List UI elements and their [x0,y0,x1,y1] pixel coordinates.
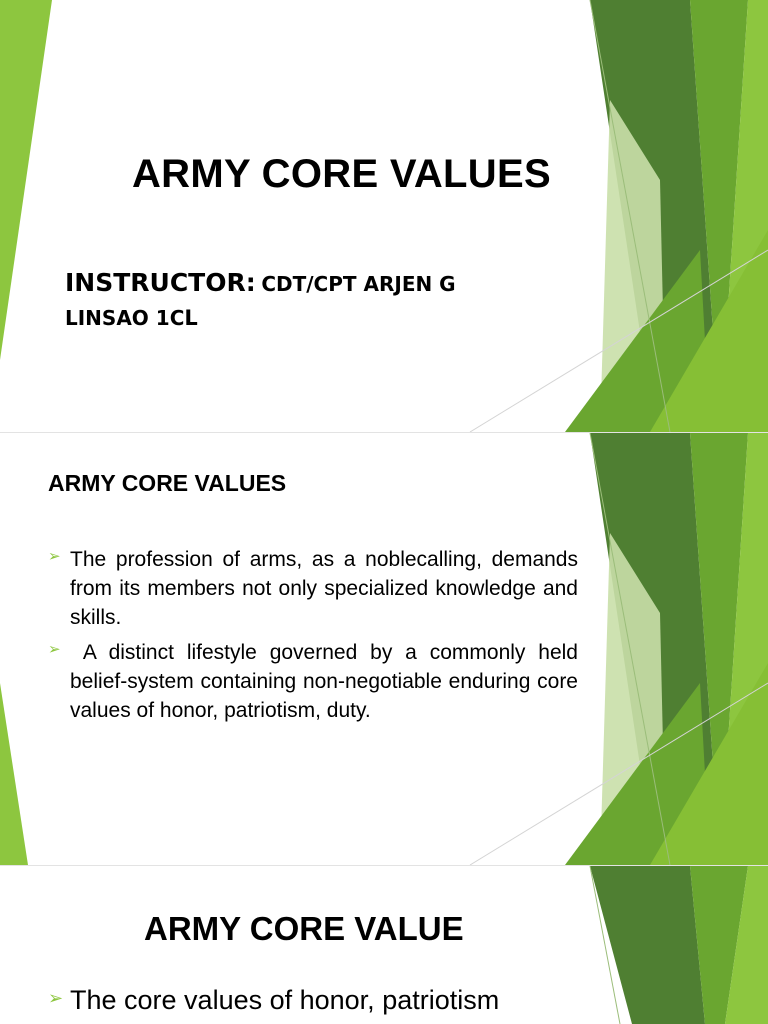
slide-2-bullet-list [48,545,584,731]
slide-2-title: ARMY CORE VALUES [48,470,287,496]
instructor-name: CDT/CPT ARJEN G LINSAO 1C [65,272,456,330]
list-item [48,638,584,725]
slide-3[interactable] [0,866,768,1024]
instructor-credit [65,266,535,336]
slide-1[interactable] [0,0,768,432]
slide-3-bullet-list [48,982,578,1018]
slide-2[interactable] [0,433,768,865]
arrow-bullet-icon: ➢ [48,548,61,565]
slide-3-title: ARMY CORE VALUE [144,910,464,947]
list-item [48,982,578,1018]
arrow-bullet-icon: ➢ [48,641,61,658]
instructor-name-suffix: L [184,306,198,330]
slide-1-title: ARMY CORE VALUES [132,152,551,196]
bullet-text: The core values of honor, patriotism [70,985,500,1015]
bullet-text: A distinct lifestyle governed by a commonly held belief-system containing non-negotiable enduring core values of honor, patriotism, duty. [70,641,584,722]
list-item [48,545,578,632]
green-facet-decoration [0,0,768,432]
instructor-label: INSTRUCTOR: [65,268,256,297]
arrow-bullet-icon: ➢ [48,988,64,1008]
bullet-text: The profession of arms, as a noblecalling, demands from its members not only specialized knowledge and skills. [70,548,578,629]
